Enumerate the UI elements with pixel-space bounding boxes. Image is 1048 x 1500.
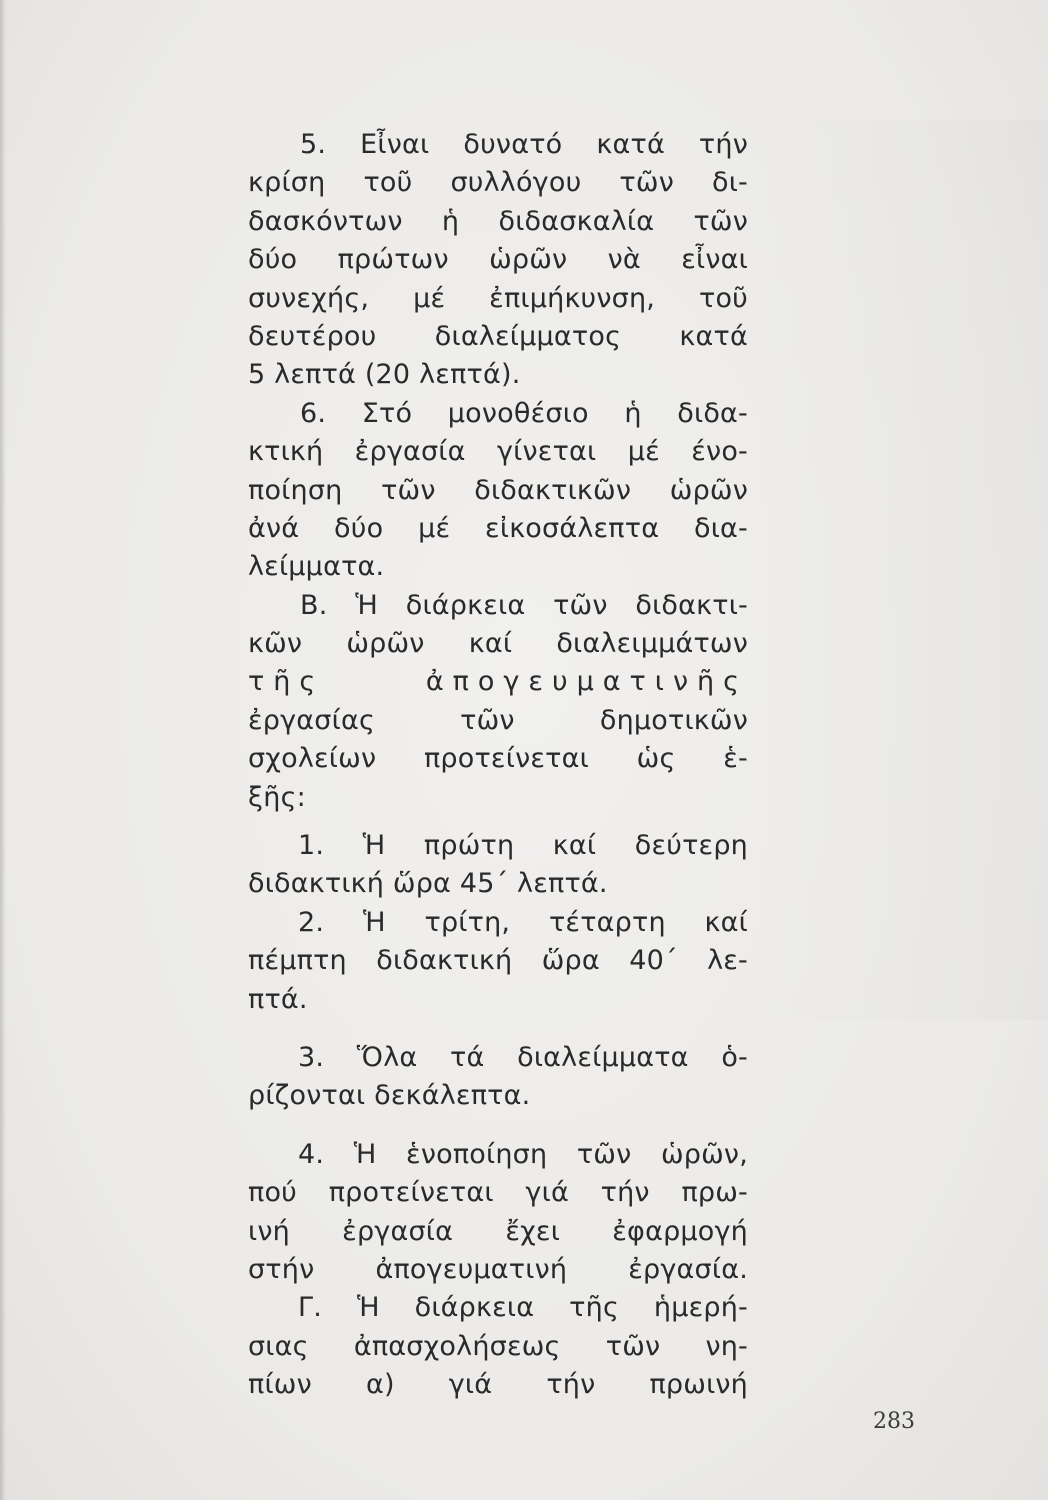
paper-texture [748, 120, 1048, 1020]
text-line: 5. Εἶναι δυνατό κατά τήν [300, 129, 748, 160]
paragraph-gap [248, 1019, 748, 1039]
text-line: κτική ἐργασία γίνεται μέ ένο- [248, 436, 748, 468]
text-line: 6. Στό μονοθέσιο ἡ διδα- [300, 397, 748, 429]
text-line: σιας ἀπασχολήσεως τῶν νη- [248, 1330, 748, 1362]
text-line: τῆς ἀπογευματινῆς [248, 666, 748, 698]
text-line: δασκόντων ἡ διδασκαλία τῶν [248, 205, 748, 237]
text-line: δύο πρώτων ὡρῶν νὰ εἶναι [248, 244, 748, 276]
body-text [248, 126, 748, 1405]
paragraph-gap [248, 1116, 748, 1136]
text-line: συνεχής, μέ ἐπιμήκυνση, τοῦ [248, 282, 748, 314]
text-line: πέμπτη διδακτική ὥρα 40΄ λε- [248, 945, 748, 977]
text-line: Γ. Ἡ διάρκεια τῆς ἡμερή- [298, 1292, 748, 1324]
paragraph-gap [248, 817, 748, 827]
text-line: δευτέρου διαλείμματος κατά [248, 320, 748, 352]
text-line: πτά. [248, 983, 308, 1015]
text-line: πίων α) γιά τήν πρωινή [248, 1369, 748, 1401]
text-line: κῶν ὡρῶν καί διαλειμμάτων [248, 628, 748, 660]
text-line: ινή ἐργασία ἔχει ἐφαρμογή [248, 1215, 748, 1247]
text-line: Β. Ἡ διάρκεια τῶν διδακτι- [300, 589, 748, 621]
text-line: 3. Ὅλα τά διαλείμματα ὁ- [298, 1041, 748, 1073]
text-line: 4. Ἡ ἑνοποίηση τῶν ὡρῶν, [298, 1138, 748, 1170]
text-line: πού προτείνεται γιά τήν πρω- [248, 1177, 748, 1209]
text-line: κρίση τοῦ συλλόγου τῶν δι- [248, 167, 748, 199]
text-line: ρίζονται δεκάλεπτα. [248, 1080, 531, 1112]
text-line: ξῆς: [248, 781, 306, 813]
text-line: σχολείων προτείνεται ὡς ἑ- [248, 743, 748, 775]
text-line: 2. Ἡ τρίτη, τέταρτη καί [298, 906, 748, 938]
text-line: διδακτική ὥρα 45΄ λεπτά. [248, 868, 608, 900]
text-line: ἐργασίας τῶν δημοτικῶν [248, 704, 748, 736]
text-line: λείμματα. [248, 551, 385, 583]
page-binding-shadow [0, 0, 6, 1500]
page-number: 283 [873, 1409, 915, 1434]
text-line: ποίηση τῶν διδακτικῶν ὡρῶν [248, 474, 748, 506]
text-line: στήν ἀπογευματινή ἐργασία. [248, 1253, 748, 1285]
text-line: 5 λεπτά (20 λεπτά). [248, 359, 521, 391]
text-line: ἀνά δύο μέ εἰκοσάλεπτα δια- [248, 512, 748, 544]
text-line: 1. Ἡ πρώτη καί δεύτερη [298, 830, 748, 862]
